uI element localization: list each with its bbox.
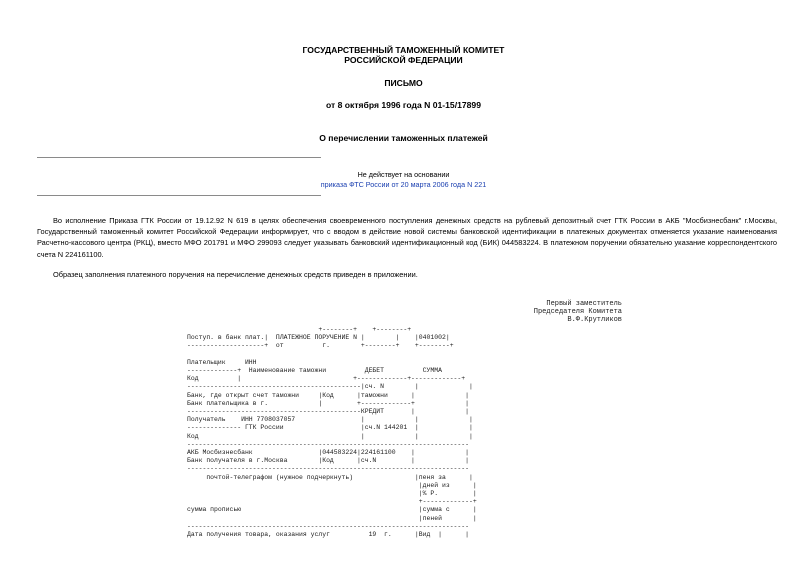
status-link[interactable]: приказа ФТС России от 20 марта 2006 года N 221 <box>320 180 487 189</box>
doc-date-number: от 8 октября 1996 года N 01-15/17899 <box>325 100 481 110</box>
doc-subject: О перечислении таможенных платежей <box>319 133 488 143</box>
body-paragraph-2: Образец заполнения платежного поручения на перечисление денежных средств приведен в приложении. <box>53 270 418 279</box>
org-line-1: ГОСУДАРСТВЕННЫЙ ТАМОЖЕННЫЙ КОМИТЕТ <box>302 45 505 55</box>
divider-top <box>37 157 321 158</box>
divider-bottom <box>37 195 321 196</box>
body-paragraph-1: Во исполнение Приказа ГТК России от 19.12.92 N 619 в целях обеспечения своевременного поступления денежных средств на рублевый депозитный счет ГТК России в АКБ "Мосбизнесбанк" г.Москвы, Государственный таможенный комитет Российской Федерации информирует, что с вводом в действие новой системы банковской идентификации в платежных документах отменяется указание наименования Расчетно-кассового центра (РКЦ), вместо МФО 201791 и МФО 299093 следует указывать банковский идентификационный код (БИК) 044583224. В платежном поручении обязательно указание корреспондентского счета N 224161100. <box>37 216 777 259</box>
signature-line-3: В.Ф.Крутликов <box>567 316 622 324</box>
status-note: Не действует на основании <box>357 170 450 179</box>
doc-type: ПИСЬМО <box>384 78 423 88</box>
payment-order-form: +--------+ +--------+ Поступ. в банк плат.| ПЛАТЕЖНОЕ ПОРУЧЕНИЕ N | | |0401002| --------------------+ от г. +--------+ +--------+ Плательщик ИНН -------------+ Наименование таможни ДЕБЕТ СУММА Код | +-------------+-------------+ ---------------------------------------------|сч. N | | Банк, где открыт счет таможни |Код |таможни | | Банк плательщика в г. | +-------------+ | ---------------------------------------------КРЕДИТ | | Получатель ИНН 7708037057 | | | -------------- ГТК России |сч.N 144201 | | Код | | | ------------------------------------------------------------------------- АКБ Мосбизнесбанк |044583224|224161100 | | Банк получателя в г.Москва |Код |сч.N | | ------------------------------------------------------------------------- почтой-телеграфом (нужное подчеркнуть) |пеня за | |дней из | |% Р. | +-------------+ сумма прописью |сумма с | |пеней | ------------------------------------------------------------------------- Дата получения товара, оказания услуг 19 г. |Вид | | <box>187 326 477 539</box>
signature-line-2: Председателя Комитета <box>533 308 622 316</box>
org-line-2: РОССИЙСКОЙ ФЕДЕРАЦИИ <box>344 55 463 65</box>
signature-line-1: Первый заместитель <box>546 300 622 308</box>
